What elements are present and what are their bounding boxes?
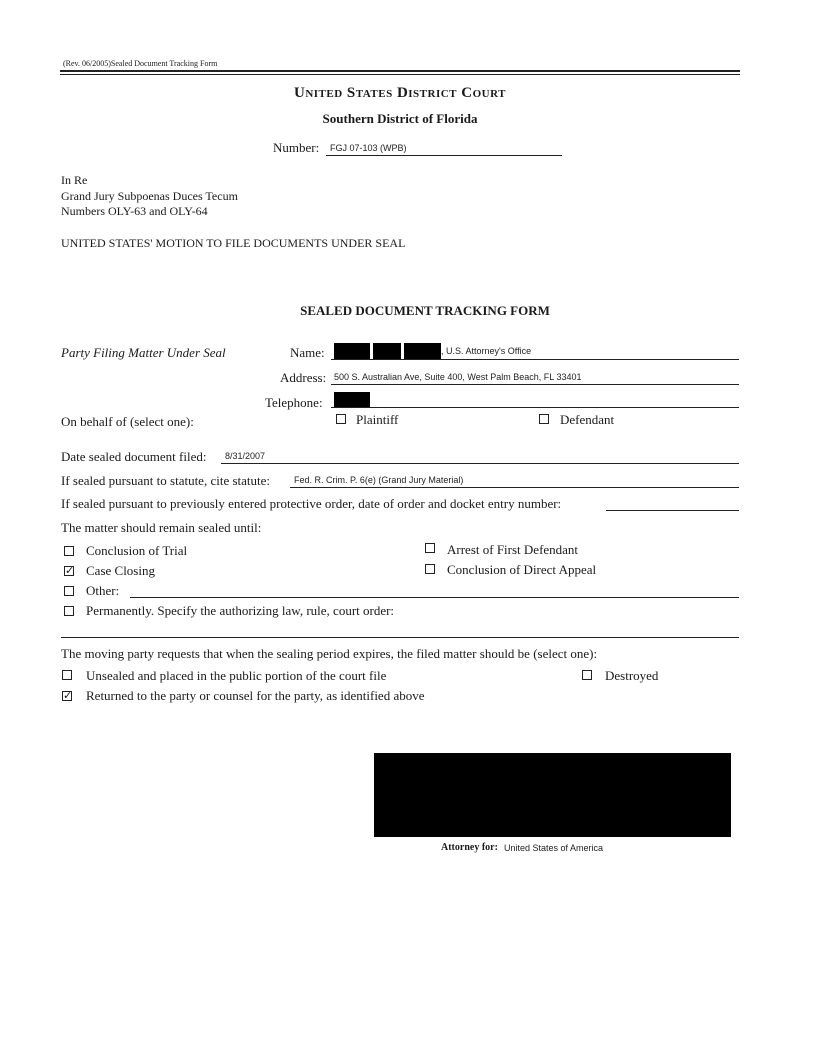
motion-title: UNITED STATES' MOTION TO FILE DOCUMENTS UNDER SEAL bbox=[61, 236, 406, 250]
trial-label: Conclusion of Trial bbox=[86, 543, 188, 558]
date-filed-value: 8/31/2007 bbox=[225, 451, 266, 461]
address-field[interactable] bbox=[331, 369, 739, 385]
destroyed-label: Destroyed bbox=[605, 668, 659, 683]
arrest-checkbox[interactable] bbox=[425, 543, 435, 553]
address-value: 500 S. Australian Ave, Suite 400, West Palm Beach, FL 33401 bbox=[334, 372, 582, 382]
statute-value: Fed. R. Crim. P. 6(e) (Grand Jury Material) bbox=[294, 475, 464, 485]
other-label: Other: bbox=[86, 583, 120, 598]
name-redaction-1 bbox=[334, 343, 370, 359]
telephone-label: Telephone: bbox=[265, 395, 323, 410]
sealed-until-label: The matter should remain sealed until: bbox=[61, 520, 262, 535]
case-closing-checkbox[interactable] bbox=[64, 566, 74, 576]
header-rule-thin bbox=[60, 74, 740, 75]
statute-label: If sealed pursuant to statute, cite statute: bbox=[61, 473, 271, 488]
tracking-heading: SEALED DOCUMENT TRACKING FORM bbox=[300, 303, 550, 318]
number-field[interactable] bbox=[326, 140, 562, 156]
permanently-label: Permanently. Specify the authorizing law, rule, court order: bbox=[86, 603, 395, 618]
destroyed-checkbox[interactable] bbox=[582, 670, 592, 680]
case-line-2: Grand Jury Subpoenas Duces Tecum bbox=[61, 189, 238, 203]
court-title: United States District Court bbox=[293, 85, 506, 101]
expiry-request-label: The moving party requests that when the sealing period expires, the filed matter should be (select one): bbox=[61, 646, 598, 661]
other-field[interactable] bbox=[130, 583, 739, 598]
defendant-checkbox[interactable] bbox=[539, 414, 549, 424]
statute-field[interactable] bbox=[290, 472, 739, 488]
unsealed-checkbox[interactable] bbox=[62, 670, 72, 680]
case-line-3: Numbers OLY-63 and OLY-64 bbox=[61, 204, 208, 218]
name-label: Name: bbox=[290, 345, 325, 360]
telephone-redaction bbox=[334, 392, 370, 407]
authorization-line bbox=[61, 637, 739, 638]
case-line-1: In Re bbox=[61, 173, 88, 187]
direct-appeal-checkbox[interactable] bbox=[425, 564, 435, 574]
attorney-for-value: United States of America bbox=[504, 843, 604, 853]
district-name: Southern District of Florida bbox=[322, 111, 478, 126]
signature-redaction bbox=[374, 753, 731, 837]
returned-label: Returned to the party or counsel for the party, as identified above bbox=[86, 688, 425, 703]
plaintiff-label: Plaintiff bbox=[356, 412, 399, 427]
arrest-label: Arrest of First Defendant bbox=[447, 542, 579, 557]
plaintiff-checkbox[interactable] bbox=[336, 414, 346, 424]
name-redaction-3 bbox=[404, 343, 441, 359]
behalf-label: On behalf of (select one): bbox=[61, 414, 194, 429]
check-mark-icon: ✓ bbox=[63, 689, 73, 702]
telephone-field[interactable] bbox=[331, 392, 739, 408]
header-rule-thick bbox=[60, 70, 740, 72]
date-filed-label: Date sealed document filed: bbox=[61, 449, 207, 464]
address-label: Address: bbox=[280, 370, 327, 385]
form-revision: (Rev. 06/2005)Sealed Document Tracking Form bbox=[63, 59, 218, 68]
name-redaction-2 bbox=[373, 343, 401, 359]
trial-checkbox[interactable] bbox=[64, 546, 74, 556]
date-filed-field[interactable] bbox=[221, 448, 739, 464]
permanently-checkbox[interactable] bbox=[64, 606, 74, 616]
unsealed-label: Unsealed and placed in the public portion of the court file bbox=[86, 668, 387, 683]
protective-order-field[interactable] bbox=[606, 496, 739, 511]
name-suffix: , U.S. Attorney's Office bbox=[441, 346, 532, 356]
case-closing-label: Case Closing bbox=[86, 563, 155, 578]
check-mark-icon: ✓ bbox=[65, 564, 75, 577]
name-field[interactable] bbox=[331, 343, 739, 360]
number-label: Number: bbox=[273, 140, 320, 155]
defendant-label: Defendant bbox=[560, 412, 615, 427]
direct-appeal-label: Conclusion of Direct Appeal bbox=[447, 562, 597, 577]
returned-checkbox[interactable] bbox=[62, 691, 72, 701]
other-checkbox[interactable] bbox=[64, 586, 74, 596]
protective-order-label: If sealed pursuant to previously entered protective order, date of order and docket entry number: bbox=[61, 496, 562, 511]
party-label: Party Filing Matter Under Seal bbox=[61, 345, 226, 360]
attorney-for-label: Attorney for: bbox=[441, 842, 498, 853]
number-value: FGJ 07-103 (WPB) bbox=[330, 143, 407, 153]
